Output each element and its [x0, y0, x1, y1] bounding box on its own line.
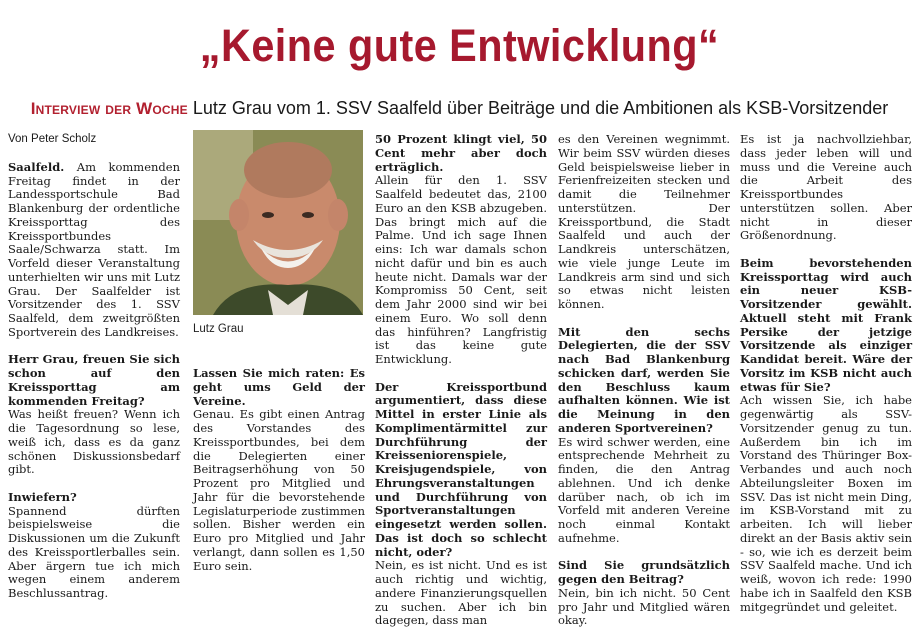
article-column-4	[558, 133, 730, 642]
answer: es den Vereinen wegnimmt. Wir beim SSV würden dieses Geld beispielsweise lieber in Ferienfreizeiten stecken und damit die Teilnehmer unterstützen. Der Kreissportbund, die Stadt Saalfeld und auch der Landkreis unterschätzen, wie viele junge Leute im Landkreis arm sind und sich so etwas nicht leisten können.	[558, 132, 730, 311]
question: Inwiefern?	[8, 489, 77, 504]
answer: Es ist ja nachvollziehbar, dass jeder leben will und muss und die Vereine auch die Arbeit des Kreissportbundes unterstützen sollen. Aber nicht in dieser Größenordnung.	[740, 132, 912, 243]
answer: Was heißt freuen? Wenn ich die Tagesordnung so lese, weiß ich, dass es da ganz schönen Diskussionsbedarf gibt.	[8, 407, 180, 477]
answer: Allein für den 1. SSV Saalfeld bedeutet das, 2100 Euro an den KSB abzugeben. Das bringt mich auf die Palme. Und ich sage Ihnen eins: Ich war damals schon nicht dafür und bin es auch heute nicht. Damals war der Kompromiss 50 Cent, seit dem Jahr 2000 sind wir bei einem Euro. Wo soll denn das hinführen? Langfristig ist das keine gute Entwicklung.	[375, 173, 547, 366]
answer: Nein, es ist nicht. Und es ist auch richtig und wichtig, andere Finanzierungsquellen zu suchen. Aber ich bin dagegen, dass man	[375, 558, 547, 628]
byline: Von Peter Scholz	[8, 133, 97, 145]
article-column-3	[375, 133, 547, 642]
article-column-1	[8, 133, 180, 615]
interview-kicker: Interview der Woche	[30, 99, 188, 118]
lead-paragraph	[8, 161, 180, 340]
answer: Ach wissen Sie, ich habe gegenwärtig als SSV-Vorsitzender genug zu tun. Außerdem bin ich im Vorstand des Thüringer Box-Verbandes und auch noch Abteilungsleiter Boxen im SSV. Das ist nicht mein Ding, im KSB-Vorstand mit zu arbeiten. Ich will lieber direkt an der Basis aktiv sein - so, wie ich es derzeit beim SSV Saalfeld mache. Und ich weiß, wovon ich rede: 1990 habe ich in Saalfeld den KSB mitgegründet und geleitet.	[740, 393, 912, 614]
question: Herr Grau, freuen Sie sich schon auf den Kreissporttag am kommenden Freitag?	[8, 352, 180, 408]
headline: „Keine gute Entwicklung“	[199, 20, 720, 71]
portrait-photo	[193, 130, 363, 315]
answer: Es wird schwer werden, eine entsprechende Mehrheit zu finden, die den Antrag ablehnen. Und ich denke darüber nach, ob ich im Vorfeld mit anderen Vereine noch einmal Kontakt aufnehme.	[558, 434, 730, 545]
question: Der Kreissportbund argumentiert, dass diese Mittel in erster Linie als Komplimentärmittel zur Durchführung der Kreisseniorenspiele, Kreisjugendspiele, von Ehrungsveranstaltungen und Durchführung von Sportveranstaltungen eingesetzt werden sollen. Das ist doch so schlecht nicht, oder?	[375, 379, 547, 559]
article-column-2	[193, 367, 365, 587]
answer: Genau. Es gibt einen Antrag des Vorstandes des Kreissportbundes, bei dem die Delegierten einer Beitragserhöhung von 50 Prozent pro Mitglied und Jahr für die bevorstehende Legislaturperiode zustimmen sollen. Bisher werden ein Euro pro Mitglied und Jahr verlangt, dann sollen es 1,50 Euro sein.	[193, 407, 365, 573]
question: Lassen Sie mich raten: Es geht ums Geld der Vereine.	[193, 366, 365, 408]
subheadline	[0, 97, 919, 120]
answer: Spannend dürften beispielsweise die Diskussionen um die Zukunft des Kreissportlerballes sein. Aber ärgern tue ich mich wegen einem anderem Beschlussantrag.	[8, 503, 180, 600]
question: Beim bevorstehenden Kreissporttag wird auch ein neuer KSB-Vorsitzender gewählt. Aktuell steht mit Frank Persike der jetzige Vorsitzende als einziger Kandidat bereit. Wäre der Vorsitz im KSB nicht auch etwas für Sie?	[740, 255, 912, 394]
subheadline-text: Lutz Grau vom 1. SSV Saalfeld über Beiträge und die Ambitionen als KSB-Vorsitzender	[187, 98, 889, 118]
question: 50 Prozent klingt viel, 50 Cent mehr aber doch erträglich.	[375, 132, 547, 174]
dateline: Saalfeld.	[8, 159, 65, 174]
photo-caption: Lutz Grau	[193, 323, 244, 335]
question: Sind Sie grundsätzlich gegen den Beitrag?	[558, 558, 730, 586]
article-column-5	[740, 133, 912, 628]
portrait-illustration	[193, 130, 363, 315]
lead-text: Am kommenden Freitag findet in der Landessportschule Bad Blankenburg der ordentliche Kreissporttag des Kreissportbundes Saale/Schwarza statt. Im Vorfeld dieser Veranstaltung unterhielten wir uns mit Lutz Grau. Der Saalfelder ist Vorsitzender des 1. SSV Saalfeld, dem zweitgrößten Sportverein des Landkreises.	[8, 159, 180, 339]
answer: Nein, bin ich nicht. 50 Cent pro Jahr und Mitglied wären okay.	[558, 585, 730, 628]
question: Mit den sechs Delegierten, die der SSV nach Bad Blankenburg schicken darf, werden Sie den Beschluss kaum aufhalten können. Wie ist die Meinung in den anderen Sportvereinen?	[558, 324, 730, 435]
